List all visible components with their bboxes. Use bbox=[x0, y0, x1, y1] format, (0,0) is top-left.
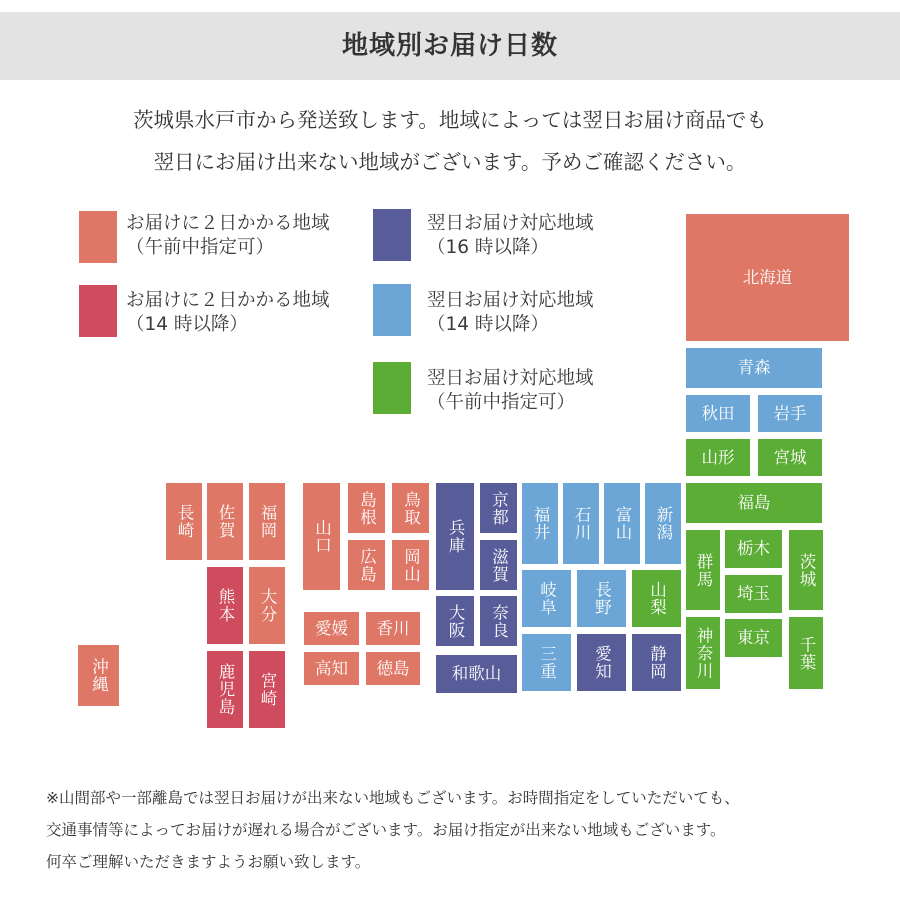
pref-fukuoka: 福岡 bbox=[249, 483, 285, 560]
legend-label: 翌日お届け対応地域 bbox=[427, 213, 594, 234]
pref-okinawa: 沖縄 bbox=[78, 645, 119, 706]
pref-fukui: 福井 bbox=[522, 483, 558, 564]
intro-line-1: 茨城県水戸市から発送致します。地域によっては翌日お届け商品でも bbox=[133, 108, 767, 132]
pref-mie: 三重 bbox=[522, 634, 571, 691]
pref-saitama: 埼玉 bbox=[725, 575, 782, 613]
pref-kumamoto: 熊本 bbox=[207, 567, 243, 644]
pref-miyagi: 宮城 bbox=[758, 439, 822, 476]
pref-shiga: 滋賀 bbox=[480, 540, 517, 590]
pref-yamaguchi: 山口 bbox=[303, 483, 340, 590]
legend-sublabel: （午前中指定可） bbox=[126, 237, 275, 258]
legend-swatch-next-morning bbox=[373, 362, 411, 414]
pref-tokushima: 徳島 bbox=[366, 652, 420, 685]
pref-wakayama: 和歌山 bbox=[436, 655, 517, 693]
pref-iwate: 岩手 bbox=[758, 395, 822, 432]
legend-sublabel: （14 時以降） bbox=[427, 314, 549, 335]
legend-swatch-next-14 bbox=[373, 284, 411, 336]
note-line-3: 何卒ご理解いただきますようお願い致します。 bbox=[46, 853, 371, 871]
intro-line-2: 翌日にお届け出来ない地域がございます。予めご確認ください。 bbox=[153, 150, 747, 174]
pref-yamagata: 山形 bbox=[686, 439, 750, 476]
pref-toyama: 富山 bbox=[604, 483, 640, 564]
pref-hiroshima: 広島 bbox=[348, 540, 385, 590]
legend-item-2day-14 bbox=[126, 289, 330, 337]
note-line-1: ※山間部や一部離島では翌日お届けが出来ない地域もございます。お時間指定をしていただいても、 bbox=[46, 789, 740, 807]
pref-ehime: 愛媛 bbox=[304, 612, 359, 645]
pref-shizuoka: 静岡 bbox=[632, 634, 681, 691]
legend-item-next-14 bbox=[427, 289, 594, 337]
legend-item-next-16 bbox=[427, 212, 594, 260]
pref-tottori: 鳥取 bbox=[392, 483, 429, 533]
pref-kagawa: 香川 bbox=[366, 612, 420, 645]
pref-hokkaido: 北海道 bbox=[686, 214, 849, 341]
pref-nara: 奈良 bbox=[480, 596, 517, 646]
note-line-2: 交通事情等によってお届けが遅れる場合がございます。お届け指定が出来ない地域もございます。 bbox=[46, 821, 726, 839]
pref-kagoshima: 鹿児島 bbox=[207, 651, 243, 728]
legend-item-2day-morning bbox=[126, 212, 330, 260]
legend-label: お届けに２日かかる地域 bbox=[126, 213, 330, 234]
pref-kanagawa: 神奈川 bbox=[686, 617, 720, 689]
legend-label: お届けに２日かかる地域 bbox=[126, 290, 330, 311]
pref-aomori: 青森 bbox=[686, 348, 822, 388]
legend-swatch-2day-morning bbox=[79, 211, 117, 263]
pref-nagasaki: 長崎 bbox=[166, 483, 202, 560]
pref-niigata: 新潟 bbox=[645, 483, 681, 564]
pref-okayama: 岡山 bbox=[392, 540, 429, 590]
pref-saga: 佐賀 bbox=[207, 483, 243, 560]
pref-oita: 大分 bbox=[249, 567, 285, 644]
pref-osaka: 大阪 bbox=[436, 596, 474, 646]
pref-miyazaki: 宮崎 bbox=[249, 651, 285, 728]
pref-akita: 秋田 bbox=[686, 395, 750, 432]
pref-tokyo: 東京 bbox=[725, 619, 782, 657]
legend-item-next-morning bbox=[427, 367, 594, 415]
pref-tochigi: 栃木 bbox=[725, 530, 782, 568]
pref-kochi: 高知 bbox=[304, 652, 359, 685]
legend-sublabel: （16 時以降） bbox=[427, 237, 549, 258]
page-title: 地域別お届け日数 bbox=[341, 31, 558, 61]
header-banner bbox=[0, 12, 900, 80]
pref-hyogo: 兵庫 bbox=[436, 483, 474, 590]
pref-chiba: 千葉 bbox=[789, 617, 823, 689]
pref-yamanashi: 山梨 bbox=[632, 570, 681, 627]
pref-nagano: 長野 bbox=[577, 570, 626, 627]
pref-shimane: 島根 bbox=[348, 483, 385, 533]
pref-ibaraki: 茨城 bbox=[789, 530, 823, 610]
pref-ishikawa: 石川 bbox=[563, 483, 599, 564]
legend-label: 翌日お届け対応地域 bbox=[427, 368, 594, 389]
pref-kyoto: 京都 bbox=[480, 483, 517, 533]
legend-label: 翌日お届け対応地域 bbox=[427, 290, 594, 311]
legend-sublabel: （14 時以降） bbox=[126, 314, 248, 335]
pref-aichi: 愛知 bbox=[577, 634, 626, 691]
legend-sublabel: （午前中指定可） bbox=[427, 392, 576, 413]
pref-fukushima: 福島 bbox=[686, 483, 822, 523]
pref-gunma: 群馬 bbox=[686, 530, 720, 610]
pref-gifu: 岐阜 bbox=[522, 570, 571, 627]
legend-swatch-next-16 bbox=[373, 209, 411, 261]
legend-swatch-2day-14 bbox=[79, 285, 117, 337]
